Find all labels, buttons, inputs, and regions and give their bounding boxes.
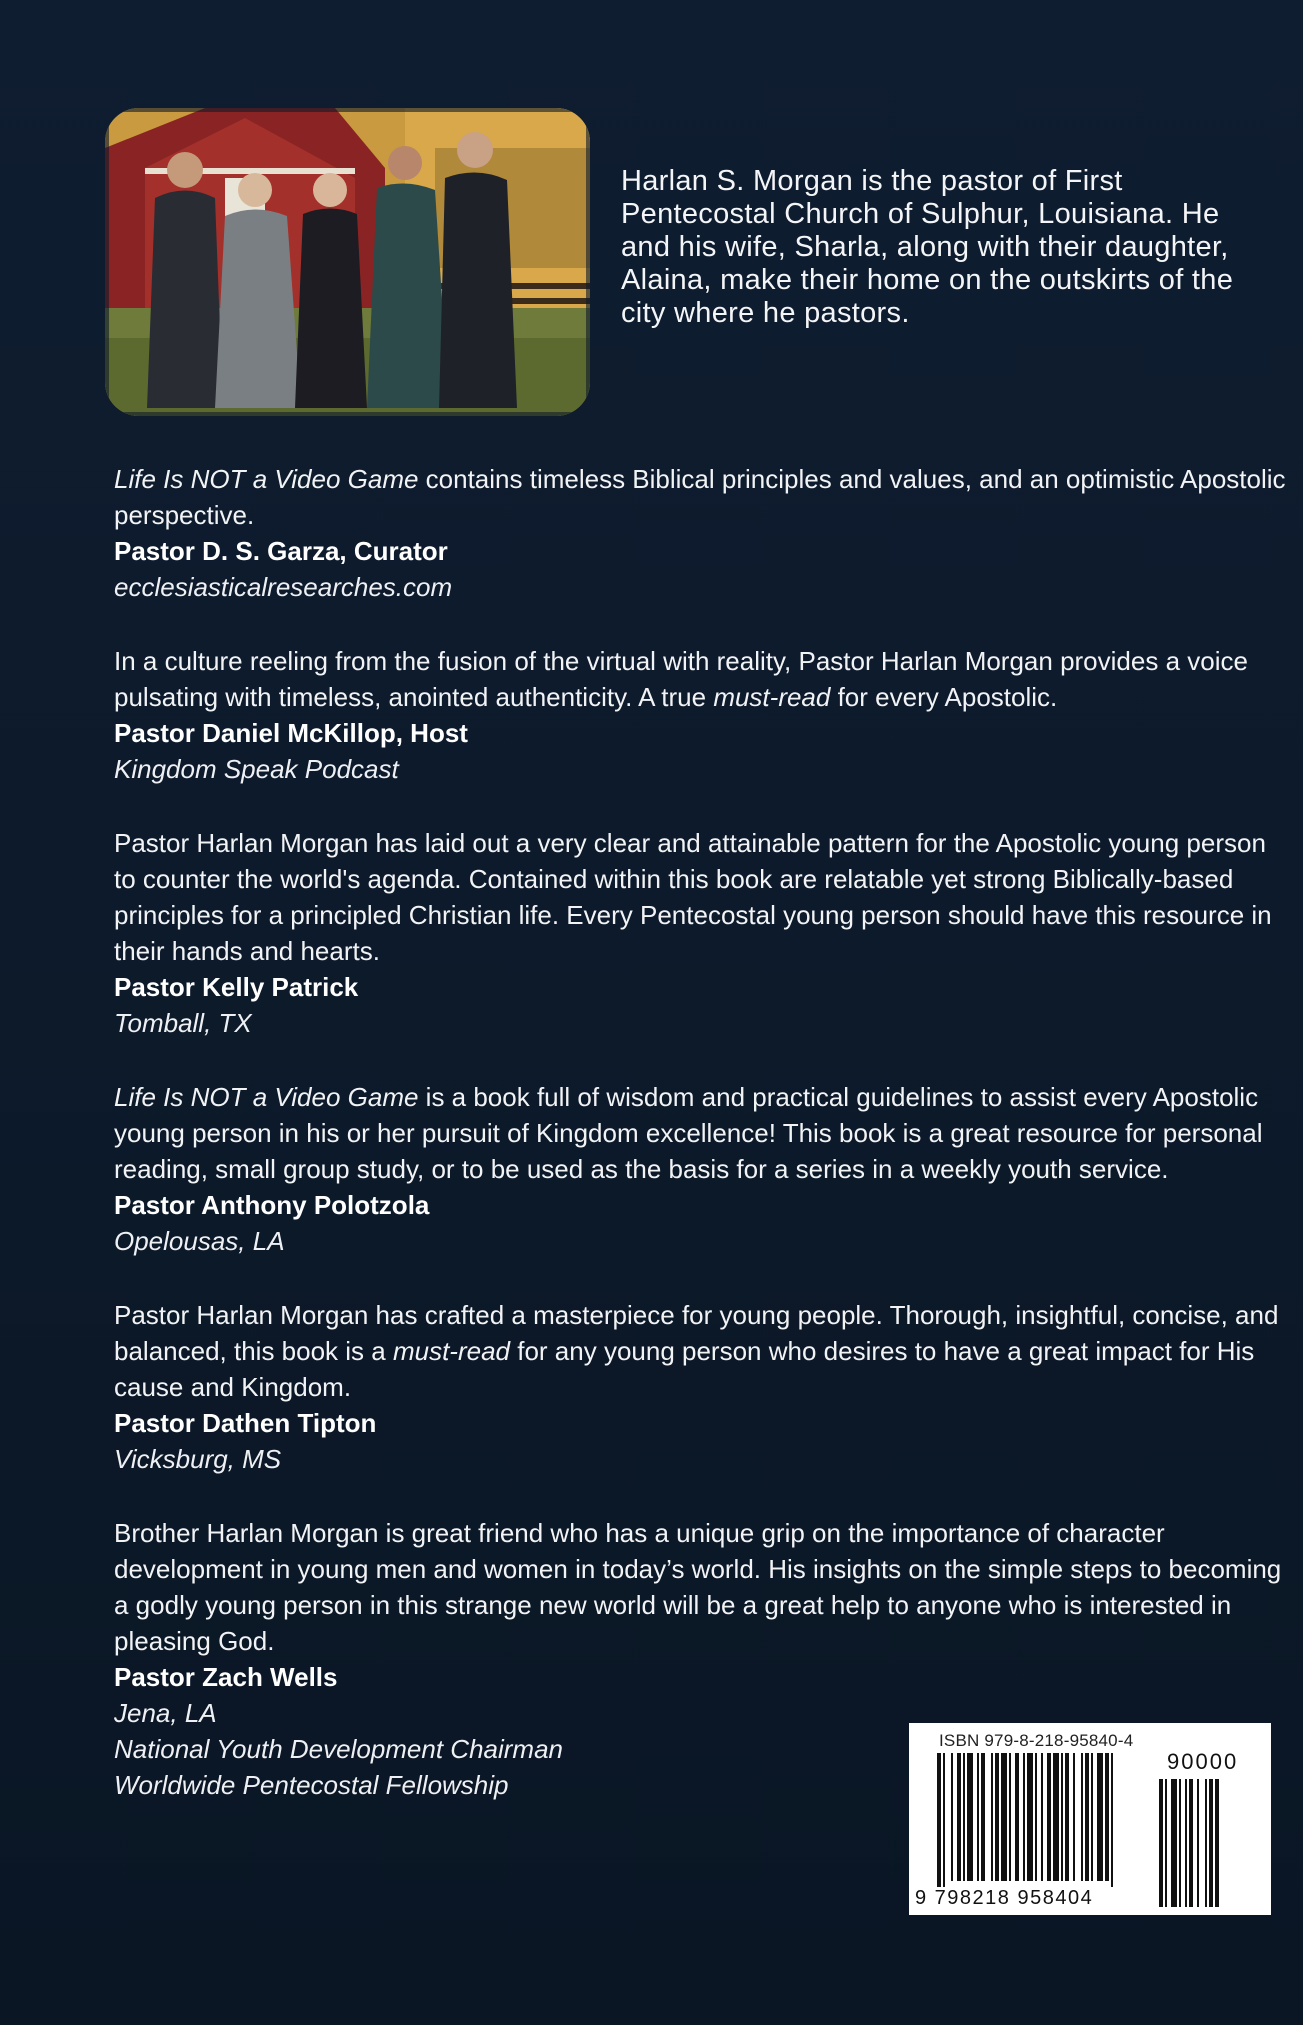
barcode-bar (1105, 1753, 1109, 1881)
quote-emphasis: must-read (392, 1336, 511, 1366)
endorsement-affiliation: Kingdom Speak Podcast (114, 754, 399, 784)
barcode-bar (943, 1753, 945, 1887)
endorsement-quote: Brother Harlan Morgan is great friend who has a unique grip on the importance of character development in young men and women in today’s world. His insights on the simple steps to becoming a godly young person in this strange new world will be a great help to anyone who is interested in pleasing God. (114, 1518, 1282, 1656)
addon-barcode-bar (1159, 1779, 1163, 1907)
barcode-bar (1053, 1753, 1059, 1881)
barcode-bar (1081, 1753, 1083, 1881)
endorsement-tipton (114, 1297, 1294, 1477)
barcode-bar (995, 1753, 999, 1881)
barcode-bar (1047, 1753, 1051, 1881)
book-title: Life Is NOT a Video Game (114, 1082, 419, 1112)
addon-barcode-bar (1189, 1779, 1193, 1907)
endorsement-quote (114, 461, 1294, 533)
addon-barcode-bar (1215, 1779, 1219, 1907)
book-title: Life Is NOT a Video Game (114, 464, 419, 494)
addon-barcode-bar (1197, 1779, 1199, 1907)
barcode-digits: 9 798218 958404 (915, 1887, 1094, 1909)
quote-text: for every Apostolic. (830, 682, 1058, 712)
endorsement-affiliation: Opelousas, LA (114, 1226, 285, 1256)
endorsement-polotzola (114, 1079, 1294, 1259)
barcode-bar (1085, 1753, 1089, 1881)
endorsement-affiliation: Tomball, TX (114, 1008, 252, 1038)
endorsement-author: Pastor Dathen Tipton (114, 1408, 377, 1438)
quote-text: Pastor Harlan Morgan has crafted a masterpiece for young people. Thorough, insightful, concise, and balanced, this book is a (114, 1300, 1279, 1366)
endorsement-garza (114, 461, 1294, 605)
addon-barcode-bar (1185, 1779, 1187, 1907)
price-code: 90000 (1167, 1749, 1239, 1774)
barcode-bar (991, 1753, 993, 1881)
endorsement-quote: Pastor Harlan Morgan has laid out a very clear and attainable pattern for the Apostolic young person to counter the world's agenda. Contained within this book are relatable yet strong Biblically-based principles for a principled Christian life. Every Pentecostal young person should have this resource in their hands and hearts. (114, 828, 1272, 966)
quote-text: contains timeless Biblical principles and values, and an optimistic Apostolic perspective. (114, 464, 1286, 530)
quote-text: In a culture reeling from the fusion of the virtual with reality, Pastor Harlan Morgan provides a voice pulsating with timeless, anointed authenticity. A true (114, 646, 1248, 712)
author-family-photo (105, 108, 590, 416)
quote-text: is a book full of wisdom and practical guidelines to assist every Apostolic young person in his or her pursuit of Kingdom excellence! This book is a great resource for personal reading, small group study, or to be used as the basis for a series in a weekly youth service. (114, 1082, 1263, 1184)
barcode-bar (1001, 1753, 1007, 1881)
barcode-bar (1015, 1753, 1019, 1881)
barcode-bar (1073, 1753, 1075, 1881)
endorsement-quote (114, 1079, 1294, 1187)
addon-barcode-bar (1209, 1779, 1213, 1907)
barcode-bar (981, 1753, 985, 1881)
addon-barcode-bar (1205, 1779, 1207, 1907)
barcode-bar (1065, 1753, 1069, 1881)
barcode-bar (1023, 1753, 1025, 1881)
endorsement-author: Pastor Anthony Polotzola (114, 1190, 430, 1220)
quote-emphasis: must-read (713, 682, 831, 712)
endorsement-mckillop (114, 643, 1294, 787)
endorsement-patrick (114, 825, 1294, 1041)
barcode-bar (1111, 1753, 1113, 1887)
endorsement-affiliation: National Youth Development Chairman (114, 1734, 564, 1764)
endorsement-affiliation: Vicksburg, MS (114, 1444, 282, 1474)
addon-barcode-bar (1179, 1779, 1181, 1907)
endorsement-quote (114, 1297, 1294, 1405)
barcode-bar (951, 1753, 953, 1881)
barcode-bar (1027, 1753, 1033, 1881)
barcode-bar (1009, 1753, 1011, 1881)
addon-barcode-bar (1165, 1779, 1167, 1907)
endorsement-author: Pastor Daniel McKillop, Host (114, 718, 468, 748)
endorsement-author: Pastor Zach Wells (114, 1662, 338, 1692)
barcode-bar (1035, 1753, 1037, 1881)
endorsement-affiliation: Worldwide Pentecostal Fellowship (114, 1770, 509, 1800)
family-photo-illustration (105, 108, 590, 416)
endorsement-affiliation: ecclesiasticalresearches.com (114, 572, 453, 602)
endorsement-author: Pastor D. S. Garza, Curator (114, 536, 448, 566)
addon-barcode-bar (1171, 1779, 1177, 1907)
quote-text: for any young person who desires to have a great impact for His cause and Kingdom. (114, 1336, 1255, 1402)
isbn-barcode (909, 1723, 1271, 1915)
barcode-bar (1091, 1753, 1093, 1881)
author-bio: Harlan S. Morgan is the pastor of First Pentecostal Church of Sulphur, Louisiana. He and his wife, Sharla, along with their daughter, Alaina, make their home on the outskirts of the city where he pastors. (621, 165, 1234, 329)
barcode-bar (977, 1753, 979, 1881)
barcode-bar (1061, 1753, 1063, 1881)
barcode-bar (957, 1753, 961, 1881)
barcode-bar (937, 1753, 941, 1887)
endorsement-affiliation: Jena, LA (114, 1698, 217, 1728)
barcode-bar (1097, 1753, 1103, 1881)
barcode-bar (963, 1753, 965, 1881)
barcode-bar (1041, 1753, 1043, 1881)
endorsements-list (114, 461, 1294, 1841)
barcode-bar (967, 1753, 973, 1881)
endorsement-quote (114, 643, 1294, 715)
isbn-label: ISBN 979-8-218-95840-4 (939, 1731, 1134, 1750)
endorsement-author: Pastor Kelly Patrick (114, 972, 359, 1002)
